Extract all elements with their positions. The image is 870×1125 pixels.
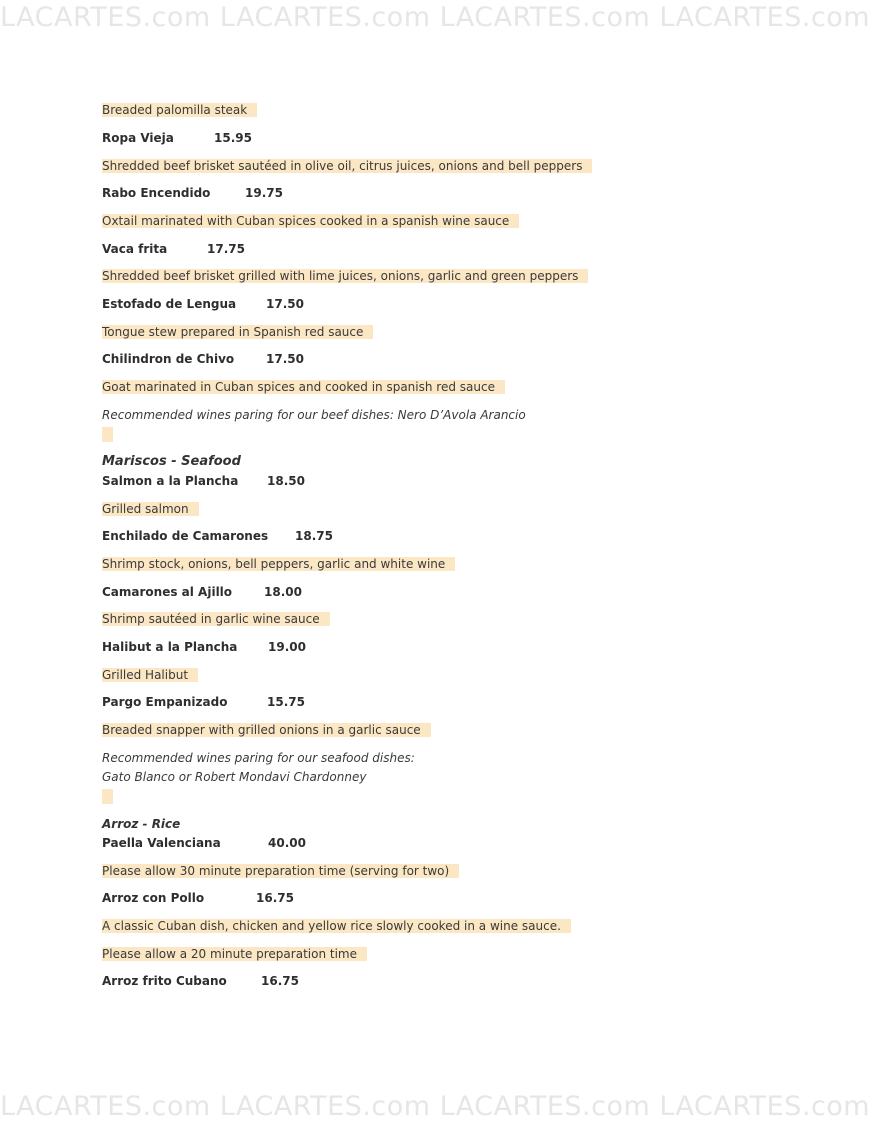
item-price: 17.75: [207, 242, 245, 256]
highlight-marker: [102, 427, 113, 442]
item-price: 18.75: [295, 529, 333, 543]
wine-recommendation: Gato Blanco or Robert Mondavi Chardonney: [102, 770, 367, 784]
item-name: Camarones al Ajillo: [102, 585, 233, 599]
menu-description: Grilled Halibut: [102, 666, 198, 684]
menu-item: [102, 295, 304, 313]
item-name: Vaca frita: [102, 242, 168, 256]
item-price: 16.75: [261, 974, 299, 988]
item-name: Ropa Vieja: [102, 131, 174, 145]
menu-item: [102, 693, 305, 711]
menu-description: Please allow 30 minute preparation time (serving for two): [102, 862, 459, 880]
item-price: 40.00: [268, 836, 306, 850]
menu-description: Goat marinated in Cuban spices and cooked in spanish red sauce: [102, 378, 505, 396]
item-price: 15.95: [214, 131, 252, 145]
menu-item: [102, 129, 252, 147]
item-price: 17.50: [266, 297, 304, 311]
menu-description: Shrimp stock, onions, bell peppers, garlic and white wine: [102, 555, 455, 573]
menu-item: [102, 350, 304, 368]
item-name: Pargo Empanizado: [102, 695, 228, 709]
item-name: Enchilado de Camarones: [102, 529, 269, 543]
menu-description: Breaded snapper with grilled onions in a garlic sauce: [102, 721, 431, 739]
menu-description: Please allow a 20 minute preparation time: [102, 945, 367, 963]
menu-item: [102, 472, 305, 490]
menu-description: Shredded beef brisket sautéed in olive oil, citrus juices, onions and bell peppers: [102, 157, 592, 175]
watermark-bottom: LACARTES.com LACARTES.com LACARTES.com LACARTES.com: [0, 1091, 870, 1122]
menu-description: Shredded beef brisket grilled with lime juices, onions, garlic and green peppers: [102, 267, 588, 285]
item-price: 18.00: [264, 585, 302, 599]
menu-description: Oxtail marinated with Cuban spices cooked in a spanish wine sauce: [102, 212, 519, 230]
item-name: Estofado de Lengua: [102, 297, 237, 311]
section-title-seafood: Mariscos - Seafood: [102, 454, 241, 469]
wine-recommendation: Recommended wines paring for our seafood dishes:: [102, 751, 415, 765]
menu-item: [102, 889, 294, 907]
section-title-rice: Arroz - Rice: [102, 817, 181, 831]
item-name: Halibut a la Plancha: [102, 640, 238, 654]
menu-item: [102, 527, 333, 545]
menu-description: Shrimp sautéed in garlic wine sauce: [102, 610, 330, 628]
menu-description: A classic Cuban dish, chicken and yellow rice slowly cooked in a wine sauce.: [102, 917, 571, 935]
menu-item: [102, 184, 283, 202]
item-name: Rabo Encendido: [102, 186, 211, 200]
item-price: 15.75: [267, 695, 305, 709]
item-name: Salmon a la Plancha: [102, 474, 239, 488]
item-name: Chilindron de Chivo: [102, 352, 235, 366]
menu-item: [102, 240, 245, 258]
item-price: 19.75: [245, 186, 283, 200]
menu-item: [102, 583, 302, 601]
item-price: 16.75: [256, 891, 294, 905]
item-price: 19.00: [268, 640, 306, 654]
item-price: 18.50: [267, 474, 305, 488]
item-name: Arroz frito Cubano: [102, 974, 227, 988]
highlight-marker: [102, 789, 113, 804]
menu-description: Breaded palomilla steak: [102, 101, 257, 119]
item-price: 17.50: [266, 352, 304, 366]
menu-description: Tongue stew prepared in Spanish red sauce: [102, 323, 373, 341]
menu-item: [102, 834, 306, 852]
menu-item: [102, 638, 306, 656]
item-name: Arroz con Pollo: [102, 891, 205, 905]
menu-description: Grilled salmon: [102, 500, 199, 518]
wine-recommendation: Recommended wines paring for our beef dishes: Nero D’Avola Arancio: [102, 408, 526, 422]
item-name: Paella Valenciana: [102, 836, 221, 850]
menu-item: [102, 972, 299, 990]
watermark-top: LACARTES.com LACARTES.com LACARTES.com LACARTES.com: [0, 2, 870, 33]
